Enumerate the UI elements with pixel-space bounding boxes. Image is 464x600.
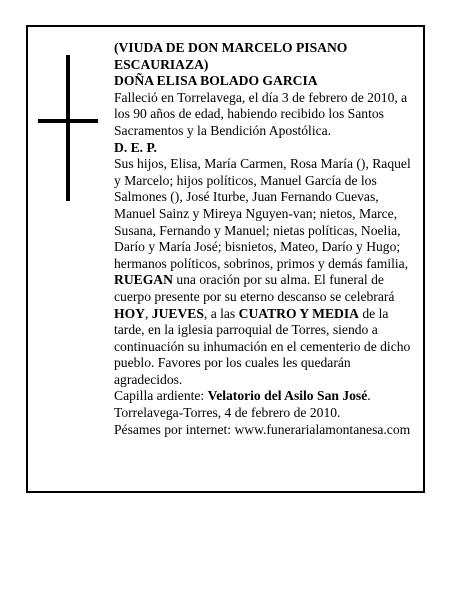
prayer-text: una oración por su alma. El funeral de cuerpo presente por su eterno descanso se celebrará <box>114 272 395 304</box>
family-paragraph <box>114 156 419 388</box>
family-list: Sus hijos, Elisa, María Carmen, Rosa María (), Raquel y Marcelo; hijos políticos, Manuel García de los Salmones (), José Iturbe, Juan Fernando Cuevas, Manuel Sainz y Mireya Nguyen-van; nietos, Marce, Susana, Fernando y Manuel; nietas políticas, Noelia, Darío y María José; bisnietos, Mateo, Darío y Hugo; hermanos políticos, sobrinos, primos y demás familia, <box>114 156 411 271</box>
widow-line: (VIUDA DE DON MARCELO PISANO ESCAURIAZA) <box>114 40 348 72</box>
chapel-place: Velatorio del Asilo San José <box>207 388 368 404</box>
cross-horizontal-bar <box>38 119 98 123</box>
chapel-line <box>114 388 419 405</box>
funeral-time: CUATRO Y MEDIA <box>238 305 359 321</box>
place-date: Torrelavega-Torres, 4 de febrero de 2010. <box>114 405 341 421</box>
chapel-end: . <box>367 388 371 404</box>
time-intro: , a las <box>203 305 239 321</box>
chapel-label: Capilla ardiente: <box>114 388 208 404</box>
dep-line: D. E. P. <box>114 139 157 155</box>
separator-comma: , <box>144 305 152 321</box>
hoy-word: HOY <box>114 305 145 321</box>
obituary-text <box>114 40 419 438</box>
death-announcement: Falleció en Torrelavega, el día 3 de febrero de 2010, a los 90 años de edad, habiendo recibido los Santos Sacramentos y la Bendición Apostólica. <box>114 89 408 138</box>
cross-vertical-bar <box>66 55 70 201</box>
condolences-label: Pésames por internet: <box>114 421 235 437</box>
deceased-name: DOÑA ELISA BOLADO GARCIA <box>114 73 318 89</box>
obituary-notice <box>26 25 425 493</box>
condolences-line <box>114 422 419 439</box>
condolences-url: www.funerarialamontanesa.com <box>234 421 411 437</box>
cross-icon <box>38 55 98 201</box>
ruegan-word: RUEGAN <box>114 272 173 288</box>
jueves-word: JUEVES <box>151 305 204 321</box>
funeral-details: de la tarde, en la iglesia parroquial de Torres, siendo a continuación su inhumación en el cementerio de dicho pueblo. Favores por los cuales les quedarán agradecidos. <box>114 305 411 387</box>
